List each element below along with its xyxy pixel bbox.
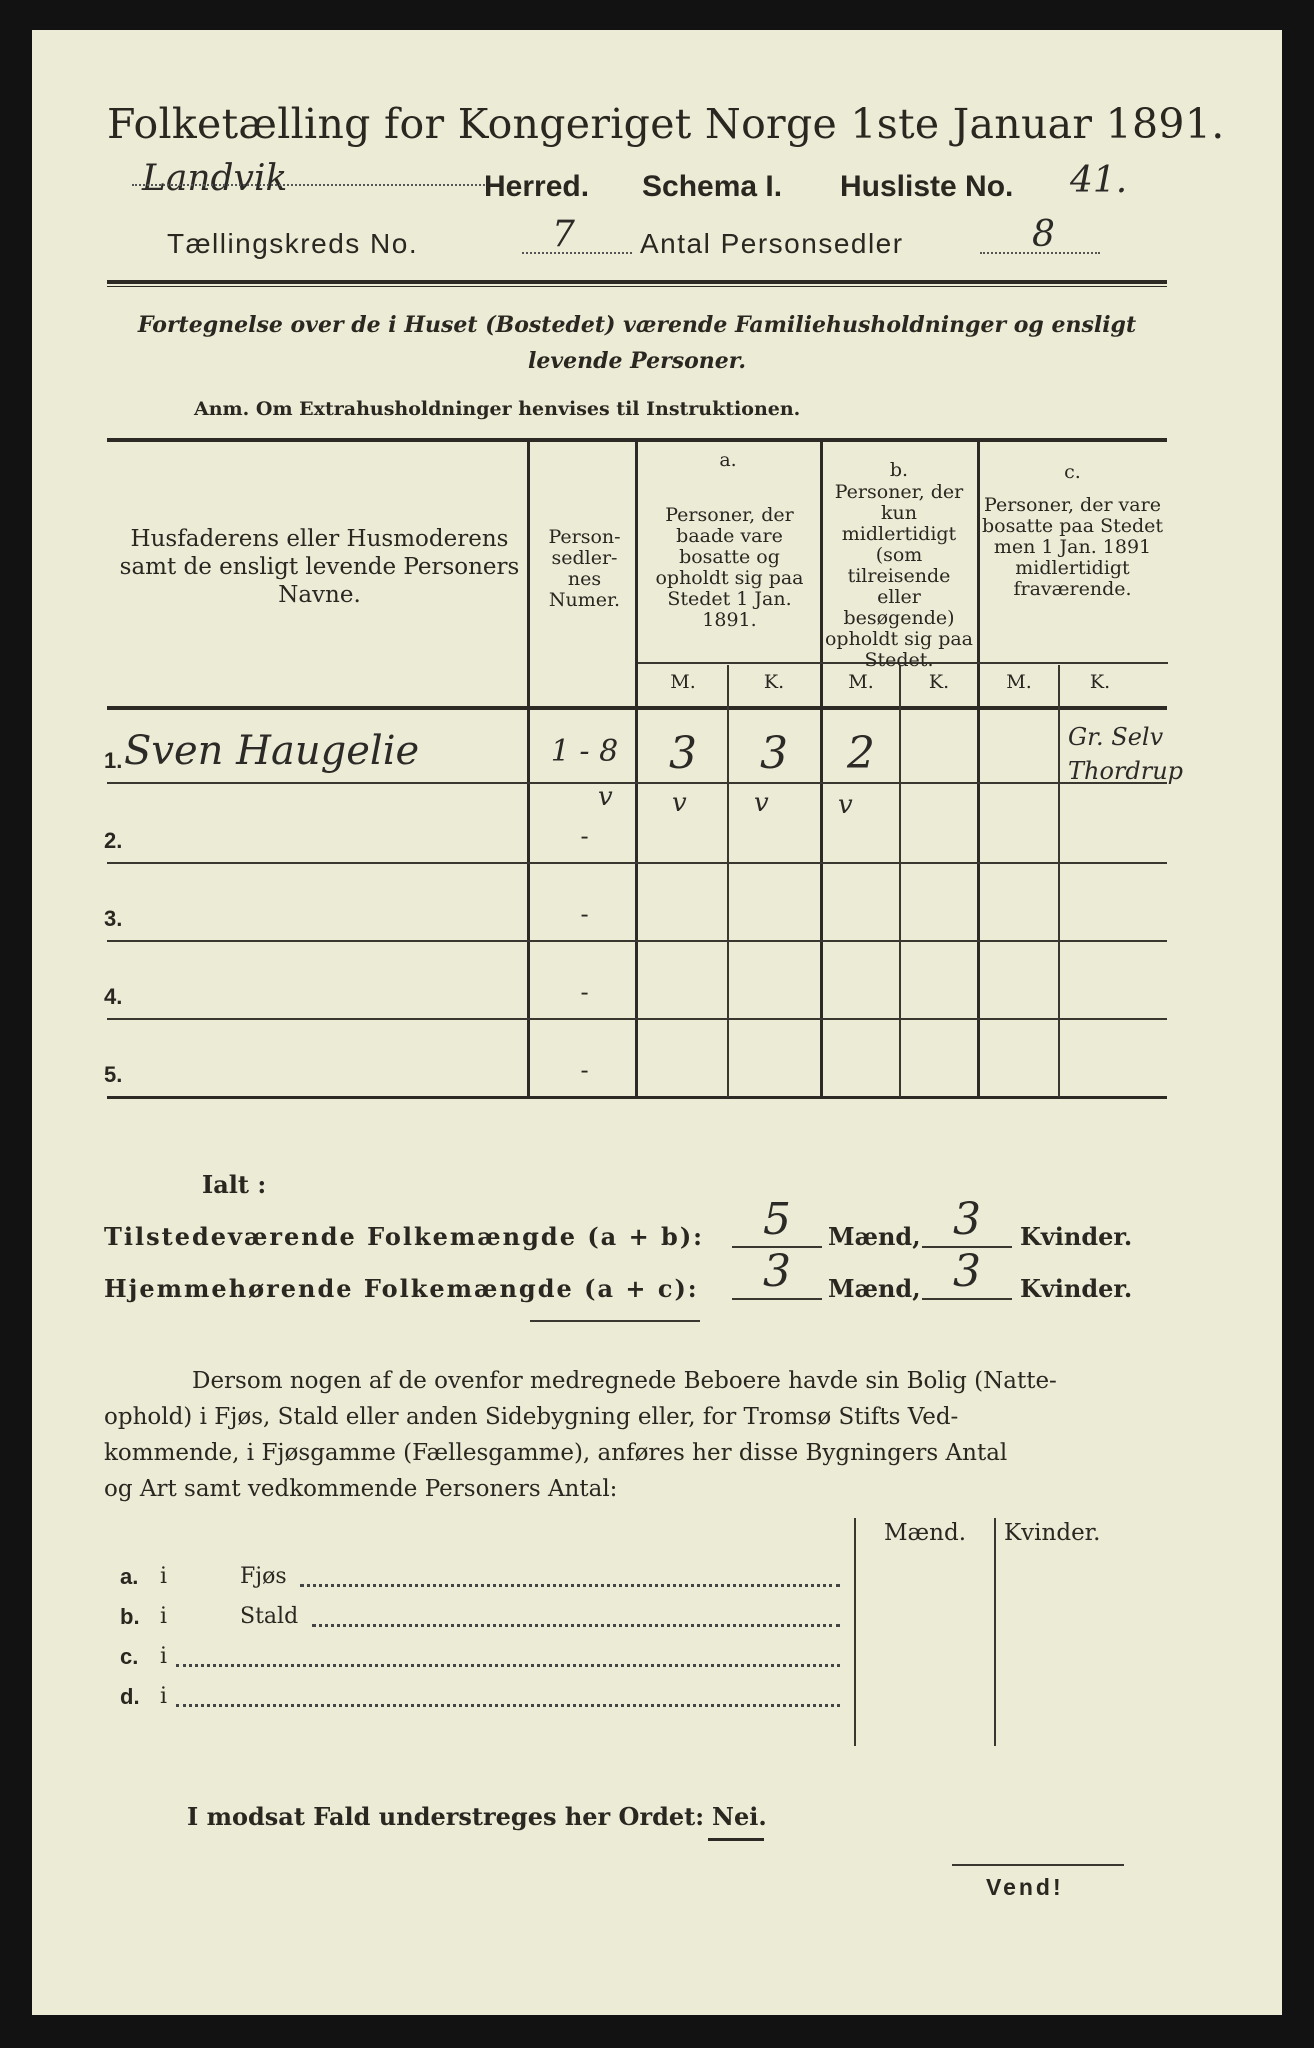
row2-sedler: - [580, 822, 589, 850]
col-b-header: Personer, der kun midlertidigt (som tilreisende eller besøgende) opholdt sig paa Stedet. [824, 481, 974, 671]
col-a-letter: a. [719, 449, 737, 471]
row-line-1 [107, 782, 1167, 784]
header-divider-thin [107, 286, 1167, 287]
nei-word: Nei. [712, 1802, 767, 1831]
tilstede-maend-value: 5 [763, 1194, 791, 1245]
kreds-label: Tællingskreds No. [167, 228, 419, 259]
row-num-2: 2. [104, 828, 123, 853]
row1-sedler: 1 - 8 [550, 734, 619, 769]
outbuilding-d-letter: d. [120, 1684, 140, 1709]
outbuilding-b-letter: b. [120, 1604, 140, 1629]
hjemme-label: Hjemmehørende Folkemængde (a + c): [104, 1274, 699, 1303]
col-a-m: M. [670, 671, 696, 693]
row1-note: Gr. Selv Thordrup [1068, 723, 1184, 785]
antal-value: 8 [1032, 214, 1055, 255]
row-line-2 [107, 862, 1167, 864]
row1-b-m: 2 [847, 728, 875, 779]
row1-a-m: 3 [669, 728, 697, 779]
outbuildings-divider-left [854, 1518, 856, 1746]
herred-value: Landvik [142, 158, 288, 199]
outbuilding-c-i: i [160, 1644, 168, 1669]
check-mark-a-k: v [754, 788, 769, 818]
col-divider-b-mk [899, 665, 901, 1097]
subtitle-line1: Fortegnelse over de i Huset (Bostedet) værende Familiehusholdninger og ensligt [137, 312, 1137, 338]
modsat-text: I modsat Fald understreges her Ordet: [187, 1802, 705, 1831]
form-title: Folketælling for Kongeriget Norge 1ste Januar 1891. [107, 100, 1225, 148]
col-num-header: Person-sedler-nes Numer. [548, 526, 621, 611]
subtitle-line2: levende Personer. [528, 348, 746, 374]
col-b-m: M. [848, 671, 874, 693]
hjemme-maend-value: 3 [763, 1246, 791, 1297]
outbuilding-d-i: i [160, 1684, 168, 1709]
col-b-letter: b. [889, 459, 909, 481]
outbuilding-b-dots [312, 1624, 840, 1627]
row1-a-k: 3 [760, 728, 788, 779]
antal-label: Antal Personsedler [640, 228, 904, 259]
outbuilding-d-dots [176, 1704, 840, 1707]
hjemme-maend-label: Mænd, [828, 1274, 921, 1303]
tilstede-maend-label: Mænd, [828, 1222, 921, 1251]
outbuilding-b-label: Stald [240, 1604, 299, 1629]
husliste-label: Husliste No. [840, 170, 1014, 203]
col-a-k: K. [763, 671, 785, 693]
row-num-4: 4. [104, 984, 123, 1009]
check-mark-a-m: v [672, 788, 687, 818]
row-line-4 [107, 1018, 1167, 1020]
antal-dotted-line [980, 252, 1100, 254]
hjemme-maend-underline [732, 1298, 822, 1300]
col-a-header: Personer, der baade vare bosatte og opholdt sig paa Stedet 1 Jan. 1891. [655, 504, 804, 631]
check-mark-sedler: v [598, 782, 613, 812]
row5-sedler: - [580, 1056, 589, 1084]
outbuildings-divider-right [994, 1518, 996, 1746]
hjemme-kvinder-label: Kvinder. [1020, 1274, 1133, 1303]
census-form-sheet [32, 30, 1282, 2015]
section-separator [530, 1320, 700, 1322]
husliste-value: 41. [1070, 160, 1128, 201]
nei-underline [708, 1838, 764, 1841]
tilstede-label: Tilstedeværende Folkemængde (a + b): [104, 1222, 705, 1251]
col-c-header: Personer, der vare bosatte paa Stedet men 1 Jan. 1891 midlertidigt fraværende. [981, 494, 1164, 600]
ialt-label: Ialt : [202, 1170, 267, 1199]
row3-sedler: - [580, 900, 589, 928]
outbuilding-c-letter: c. [120, 1644, 139, 1669]
check-mark-b-m: v [838, 790, 853, 820]
herred-dotted-line [132, 184, 492, 186]
outbuilding-a-letter: a. [120, 1564, 139, 1589]
hjemme-kvinder-value: 3 [953, 1246, 981, 1297]
outbuilding-a-i: i [160, 1564, 168, 1589]
outbuildings-para-line3: kommende, i Fjøsgamme (Fællesgamme), anføres her disse Bygningers Antal [104, 1440, 1008, 1466]
row-line-3 [107, 940, 1167, 942]
outbuildings-para-line4: og Art samt vedkommende Personers Antal: [104, 1476, 618, 1502]
row-num-3: 3. [104, 906, 123, 931]
hjemme-kvinder-underline [922, 1298, 1012, 1300]
outbuildings-para-line2: ophold) i Fjøs, Stald eller anden Sidebygning eller, for Tromsø Stifts Ved- [104, 1404, 959, 1430]
tilstede-kvinder-value: 3 [953, 1194, 981, 1245]
col-name-header: Husfaderens eller Husmoderens samt de ensligt levende Personers Navne. [119, 526, 520, 608]
tilstede-kvinder-label: Kvinder. [1020, 1222, 1133, 1251]
col-b-k: K. [928, 671, 950, 693]
outbuildings-maend-header: Mænd. [884, 1520, 967, 1546]
vend-text: Vend! [986, 1874, 1064, 1900]
herred-label: Herred. [484, 170, 590, 203]
col-c-letter: c. [1064, 461, 1081, 483]
outbuildings-para-line1: Dersom nogen af de ovenfor medregnede Beboere havde sin Bolig (Natte- [192, 1368, 1057, 1394]
col-c-m: M. [1006, 671, 1032, 693]
kreds-value: 7 [552, 214, 575, 255]
row-num-1: 1. [104, 748, 123, 773]
outbuilding-a-label: Fjøs [240, 1564, 287, 1589]
outbuilding-a-dots [300, 1584, 840, 1587]
anm-note: Anm. Om Extrahusholdninger henvises til Instruktionen. [194, 398, 801, 420]
vend-rule [952, 1864, 1124, 1866]
row-num-5: 5. [104, 1062, 123, 1087]
outbuildings-kvinder-header: Kvinder. [1004, 1520, 1101, 1546]
col-c-k: K. [1089, 671, 1111, 693]
outbuilding-c-dots [176, 1664, 840, 1667]
schema-label: Schema I. [642, 170, 783, 203]
col-divider-c-mk [1058, 665, 1060, 1097]
outbuilding-b-i: i [160, 1604, 168, 1629]
row1-name: Sven Haugelie [124, 728, 420, 774]
kreds-dotted-line [522, 252, 632, 254]
row4-sedler: - [580, 978, 589, 1006]
header-divider [107, 280, 1167, 284]
col-divider-name [527, 442, 530, 1098]
